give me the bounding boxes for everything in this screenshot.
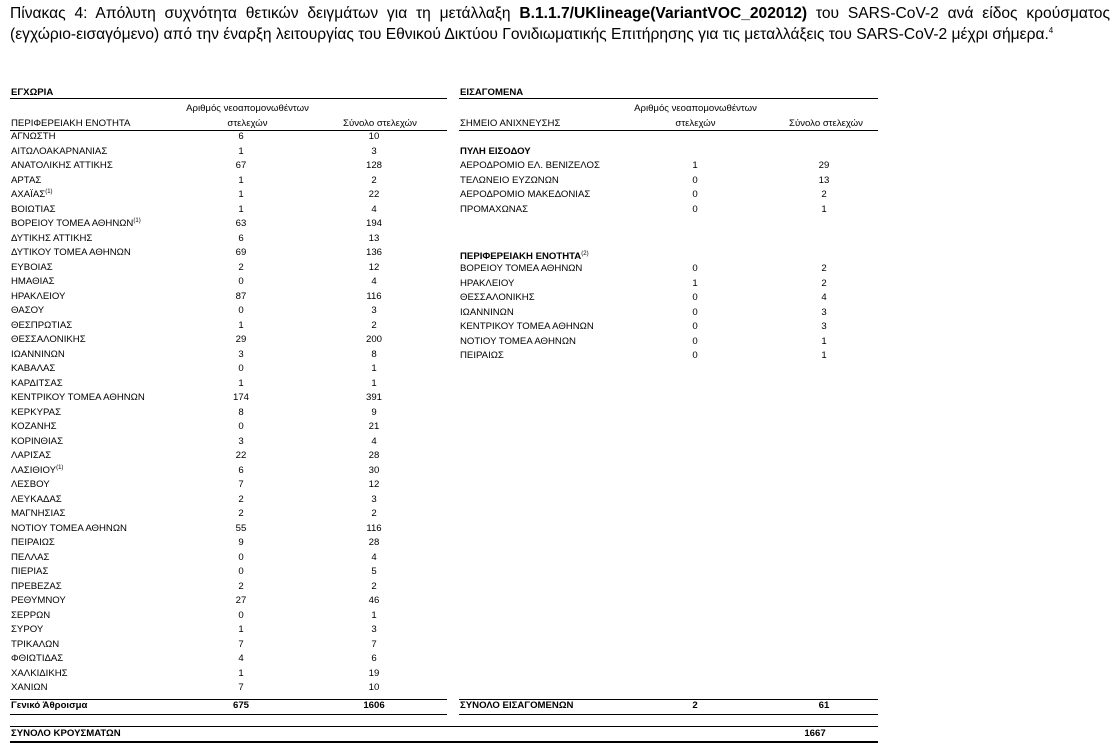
row-name-text: ΕΥΒΟΙΑΣ — [11, 261, 53, 273]
table-row — [11, 319, 447, 334]
row-total-strains: 3 — [371, 145, 377, 157]
table-row — [460, 203, 878, 218]
domestic-col1-header: ΠΕΡΙΦΕΡΕΙΑΚΗ ΕΝΟΤΗΤΑ — [11, 118, 131, 129]
imported-total-total: 61 — [818, 700, 830, 711]
domestic-total-row — [11, 699, 447, 714]
imported-group1-rows — [460, 159, 878, 217]
domestic-top-rule — [10, 98, 447, 99]
row-name-text: ΔΥΤΙΚΗΣ ΑΤΤΙΚΗΣ — [11, 232, 93, 244]
row-region-name — [11, 391, 181, 406]
row-region-name — [11, 449, 181, 464]
table-row — [11, 565, 447, 580]
row-new-strains: 7 — [238, 479, 244, 490]
table-row — [11, 507, 447, 522]
imported-total-new: 2 — [692, 700, 698, 711]
row-name-text: ΠΡΕΒΕΖΑΣ — [11, 580, 62, 592]
row-region-name — [11, 580, 181, 595]
table-row — [460, 291, 878, 306]
row-total-strains: 3 — [821, 321, 827, 332]
row-total-strains: 28 — [368, 537, 380, 548]
row-region-name — [11, 290, 181, 305]
row-region-name — [11, 565, 181, 580]
row-new-strains: 1 — [238, 624, 244, 635]
table-row — [11, 478, 447, 493]
row-region-name — [11, 522, 181, 537]
row-region-name — [460, 174, 620, 189]
table-row — [11, 174, 447, 189]
row-name-text: ΒΟΙΩΤΙΑΣ — [11, 203, 56, 215]
table-row — [460, 335, 878, 350]
imported-header-rule — [459, 130, 878, 131]
row-new-strains: 1 — [692, 277, 698, 289]
row-region-name — [11, 420, 181, 435]
imported-col2-header-line1: Αριθμός νεοαπομονωθέντων — [634, 103, 757, 114]
row-region-name — [460, 188, 620, 203]
domestic-col3-header: Σύνολο στελεχών — [343, 118, 417, 129]
imported-col2-header-line2: στελεχών — [675, 118, 716, 129]
table-row — [11, 203, 447, 218]
imported-top-rule — [459, 98, 878, 99]
table-row — [11, 130, 447, 145]
row-total-strains: 2 — [821, 277, 827, 289]
row-name-text: ΚΑΒΑΛΑΣ — [11, 363, 56, 374]
table-row — [460, 277, 878, 292]
row-new-strains: 22 — [235, 450, 247, 461]
row-new-strains: 2 — [238, 508, 244, 519]
row-region-name — [11, 275, 181, 290]
table-row — [11, 406, 447, 421]
row-region-name — [11, 551, 181, 566]
row-name-text: ΘΑΣΟΥ — [11, 305, 45, 316]
table-row — [11, 609, 447, 624]
imported-group2-title-text: ΠΕΡΙΦΕΡΕΙΑΚΗ ΕΝΟΤΗΤΑ — [460, 251, 582, 262]
row-region-name — [11, 188, 181, 203]
row-new-strains: 0 — [238, 421, 244, 432]
row-total-strains: 3 — [371, 305, 377, 316]
imported-group2-rows — [460, 262, 878, 364]
row-region-name — [460, 335, 620, 350]
row-total-strains: 46 — [368, 595, 380, 606]
imported-group2-title — [460, 249, 589, 262]
row-total-strains: 4 — [821, 292, 827, 303]
row-name-text: ΣΕΡΡΩΝ — [11, 609, 51, 621]
row-name-text: ΑΕΡΟΔΡΟΜΙΟ ΜΑΚΕΔΟΝΙΑΣ — [460, 189, 591, 200]
row-name-text: ΑΕΡΟΔΡΟΜΙΟ ΕΛ. ΒΕΝΙΖΕΛΟΣ — [460, 160, 600, 171]
row-name-text: ΝΟΤΙΟΥ ΤΟΜΕΑ ΑΘΗΝΩΝ — [460, 335, 576, 347]
row-new-strains: 6 — [238, 464, 244, 476]
row-name-text: ΑΓΝΩΣΤΗ — [11, 131, 56, 142]
imported-col1-header: ΣΗΜΕΙΟ ΑΝΙΧΝΕΥΣΗΣ — [460, 118, 561, 129]
row-new-strains: 2 — [238, 261, 244, 273]
row-new-strains: 69 — [235, 247, 247, 258]
row-name-text: ΚΟΖΑΝΗΣ — [11, 421, 57, 432]
row-new-strains: 0 — [692, 335, 698, 347]
domestic-bottom-rule — [10, 714, 447, 715]
row-name-text: ΗΜΑΘΙΑΣ — [11, 276, 55, 287]
row-region-name — [460, 277, 620, 292]
row-total-strains: 2 — [821, 189, 827, 200]
table-row — [11, 464, 447, 479]
row-new-strains: 67 — [235, 160, 247, 171]
row-new-strains: 6 — [238, 232, 244, 244]
row-region-name — [11, 507, 181, 522]
table-row — [11, 145, 447, 160]
row-total-strains: 19 — [368, 667, 380, 679]
row-total-strains: 2 — [371, 508, 377, 519]
caption-text: Πίνακας 4: Απόλυτη συχνότητα θετικών δειγμάτων για τη μετάλλαξη — [10, 5, 520, 22]
row-region-name — [11, 232, 181, 247]
row-total-strains: 21 — [368, 421, 380, 432]
row-footnote-marker: (1) — [133, 218, 141, 224]
row-new-strains: 3 — [238, 435, 244, 447]
row-total-strains: 136 — [365, 247, 382, 258]
row-new-strains: 0 — [238, 276, 244, 287]
row-total-strains: 1 — [821, 335, 827, 347]
table-row — [11, 290, 447, 305]
row-total-strains: 2 — [371, 319, 377, 331]
grand-total-value: 1667 — [804, 728, 826, 739]
row-new-strains: 27 — [235, 595, 247, 606]
domestic-col2-header-line1: Αριθμός νεοαπομονωθέντων — [186, 103, 309, 114]
row-region-name — [460, 306, 620, 321]
row-region-name — [11, 435, 181, 450]
imported-total-label: ΣΥΝΟΛΟ ΕΙΣΑΓΟΜΕΝΩΝ — [460, 700, 574, 711]
row-new-strains: 0 — [692, 189, 698, 200]
row-name-text: ΘΕΣΣΑΛΟΝΙΚΗΣ — [460, 292, 535, 303]
row-region-name — [11, 464, 181, 479]
table-row — [11, 681, 447, 696]
domestic-total-new: 675 — [232, 700, 249, 711]
row-region-name — [11, 319, 181, 334]
row-region-name — [460, 320, 620, 335]
imported-group2-sup: (2) — [581, 251, 589, 257]
row-total-strains: 200 — [365, 334, 382, 345]
domestic-total-total: 1606 — [363, 700, 385, 711]
row-total-strains: 1 — [371, 377, 377, 389]
row-region-name — [11, 203, 181, 218]
row-region-name — [11, 681, 181, 696]
table-row — [11, 623, 447, 638]
row-new-strains: 0 — [692, 203, 698, 215]
row-region-name — [11, 304, 181, 319]
table-row — [11, 652, 447, 667]
row-region-name — [11, 667, 181, 682]
row-name-text: ΚΟΡΙΝΘΙΑΣ — [11, 435, 64, 447]
row-total-strains: 3 — [371, 624, 377, 635]
domestic-total-label: Γενικό Άθροισμα — [11, 700, 88, 711]
row-region-name — [11, 333, 181, 348]
row-region-name — [11, 145, 181, 160]
row-new-strains: 1 — [238, 319, 244, 331]
row-new-strains: 0 — [692, 292, 698, 303]
row-total-strains: 1 — [821, 350, 827, 361]
caption-lineage: B.1.1.7/UKlineage(VariantVOC_202012) — [519, 5, 808, 22]
row-new-strains: 1 — [238, 189, 244, 200]
row-name-text: ΠΡΟΜΑΧΩΝΑΣ — [460, 203, 529, 215]
row-name-text: ΛΑΣΙΘΙΟΥ — [11, 464, 57, 476]
row-new-strains: 1 — [238, 174, 244, 186]
row-new-strains: 0 — [692, 174, 698, 186]
row-name-text: ΙΩΑΝΝΙΝΩΝ — [11, 348, 65, 360]
table-row — [460, 174, 878, 189]
row-total-strains: 4 — [371, 276, 377, 287]
domestic-col2-header-line2: στελεχών — [227, 118, 268, 129]
table-row — [11, 261, 447, 276]
row-name-text: ΚΕΝΤΡΙΚΟΥ ΤΟΜΕΑ ΑΘΗΝΩΝ — [460, 321, 594, 332]
row-name-text: ΤΡΙΚΑΛΩΝ — [11, 638, 60, 650]
row-region-name — [11, 246, 181, 261]
table-row — [460, 159, 878, 174]
row-new-strains: 1 — [238, 203, 244, 215]
row-region-name — [11, 130, 181, 145]
row-new-strains: 0 — [692, 350, 698, 361]
row-region-name — [11, 362, 181, 377]
imported-section-title: ΕΙΣΑΓΟΜΕΝΑ — [460, 87, 524, 98]
row-new-strains: 6 — [238, 131, 244, 142]
row-total-strains: 116 — [366, 290, 382, 302]
row-new-strains: 0 — [238, 609, 244, 621]
table-row — [11, 420, 447, 435]
row-region-name — [11, 377, 181, 392]
row-name-text: ΛΕΥΚΑΔΑΣ — [11, 493, 62, 505]
row-new-strains: 87 — [235, 290, 247, 302]
row-footnote-marker: (1) — [56, 464, 64, 471]
row-name-text: ΜΑΓΝΗΣΙΑΣ — [11, 508, 66, 519]
row-name-text: ΘΕΣΣΑΛΟΝΙΚΗΣ — [11, 334, 86, 345]
row-name-text: ΑΡΤΑΣ — [11, 174, 42, 186]
row-total-strains: 2 — [371, 580, 377, 592]
row-name-text: ΠΙΕΡΙΑΣ — [11, 566, 49, 577]
table-row — [11, 391, 447, 406]
grand-total-label: ΣΥΝΟΛΟ ΚΡΟΥΣΜΑΤΩΝ — [11, 728, 121, 739]
row-total-strains: 128 — [365, 160, 382, 171]
row-total-strains: 3 — [821, 306, 827, 318]
row-region-name — [460, 203, 620, 218]
table-row — [11, 246, 447, 261]
row-name-text: ΠΕΙΡΑΙΩΣ — [460, 350, 504, 361]
row-footnote-marker: (1) — [45, 189, 53, 195]
row-region-name — [11, 174, 181, 189]
row-name-text: ΑΙΤΩΛΟΑΚΑΡΝΑΝΙΑΣ — [11, 145, 108, 157]
row-name-text: ΚΕΝΤΡΙΚΟΥ ΤΟΜΕΑ ΑΘΗΝΩΝ — [11, 392, 145, 403]
row-region-name — [460, 349, 620, 364]
table-row — [11, 536, 447, 551]
row-name-text: ΚΑΡΔΙΤΣΑΣ — [11, 377, 63, 389]
row-region-name — [11, 159, 181, 174]
row-total-strains: 1 — [821, 203, 827, 215]
row-new-strains: 7 — [238, 638, 244, 650]
table-row — [460, 349, 878, 364]
row-total-strains: 2 — [821, 263, 827, 274]
table-row — [460, 306, 878, 321]
row-total-strains: 22 — [368, 189, 380, 200]
table-row — [11, 667, 447, 682]
row-total-strains: 13 — [818, 174, 830, 186]
row-total-strains: 116 — [366, 522, 382, 534]
row-region-name — [11, 261, 181, 276]
table-row — [11, 580, 447, 595]
table-row — [11, 348, 447, 363]
table-row — [11, 232, 447, 247]
grand-total-bottom-rule — [10, 741, 878, 743]
row-region-name — [11, 406, 181, 421]
table-row — [11, 638, 447, 653]
table-row — [11, 493, 447, 508]
table-row — [11, 217, 447, 232]
row-region-name — [11, 652, 181, 667]
row-total-strains: 10 — [368, 131, 380, 142]
row-new-strains: 63 — [235, 218, 247, 229]
imported-bottom-rule — [459, 714, 878, 715]
caption-text-cont: του SARS-CoV-2 ανά είδος κρούσματος (εγχώριο-εισαγόμενο) από την έναρξη λειτουργίας του Εθνικού Δικτύου Γονιδιωματικής Επιτήρησης για τις μεταλλάξεις του SARS-CoV-2 μέχρι σήμερα. — [10, 5, 1110, 43]
row-total-strains: 1 — [371, 609, 377, 621]
row-total-strains: 8 — [371, 348, 377, 360]
row-new-strains: 55 — [235, 522, 247, 534]
row-region-name — [11, 623, 181, 638]
table-row — [11, 449, 447, 464]
row-new-strains: 1 — [238, 145, 244, 157]
row-new-strains: 8 — [238, 406, 244, 418]
row-new-strains: 29 — [235, 334, 247, 345]
table-row — [460, 320, 878, 335]
table-row — [11, 188, 447, 203]
row-total-strains: 10 — [368, 682, 380, 693]
row-new-strains: 1 — [692, 160, 698, 171]
row-total-strains: 391 — [365, 392, 382, 403]
row-total-strains: 9 — [371, 406, 377, 418]
row-region-name — [11, 217, 181, 232]
table-caption — [10, 3, 1110, 45]
table-row — [11, 362, 447, 377]
row-name-text: ΣΥΡΟΥ — [11, 624, 44, 635]
row-new-strains: 7 — [238, 682, 244, 693]
row-new-strains: 2 — [238, 580, 244, 592]
row-total-strains: 12 — [368, 479, 380, 490]
row-new-strains: 0 — [238, 363, 244, 374]
row-name-text: ΗΡΑΚΛΕΙΟΥ — [11, 290, 66, 302]
row-name-text: ΛΑΡΙΣΑΣ — [11, 450, 52, 461]
row-total-strains: 3 — [371, 493, 377, 505]
row-region-name — [11, 493, 181, 508]
row-region-name — [460, 262, 620, 277]
table-row — [11, 594, 447, 609]
row-name-text: ΠΕΛΛΑΣ — [11, 551, 50, 563]
row-region-name — [11, 478, 181, 493]
row-new-strains: 0 — [238, 551, 244, 563]
row-name-text: ΡΕΘΥΜΝΟΥ — [11, 595, 66, 606]
row-new-strains: 2 — [238, 493, 244, 505]
row-new-strains: 0 — [692, 263, 698, 274]
table-row — [11, 304, 447, 319]
row-name-text: ΤΕΛΩΝΕΙΟ ΕΥΖΩΝΩΝ — [460, 174, 559, 186]
row-name-text: ΚΕΡΚΥΡΑΣ — [11, 406, 62, 418]
row-region-name — [11, 594, 181, 609]
row-region-name — [11, 536, 181, 551]
row-region-name — [11, 609, 181, 624]
row-total-strains: 28 — [368, 450, 380, 461]
row-region-name — [11, 638, 181, 653]
table-row — [460, 188, 878, 203]
row-region-name — [460, 291, 620, 306]
row-total-strains: 1 — [371, 363, 377, 374]
imported-col3-header: Σύνολο στελεχών — [789, 118, 863, 129]
row-new-strains: 0 — [238, 305, 244, 316]
row-name-text: ΑΝΑΤΟΛΙΚΗΣ ΑΤΤΙΚΗΣ — [11, 160, 113, 171]
row-total-strains: 5 — [371, 566, 377, 577]
table-row — [11, 333, 447, 348]
row-new-strains: 174 — [232, 392, 249, 403]
row-new-strains: 1 — [238, 377, 244, 389]
row-name-text: ΙΩΑΝΝΙΝΩΝ — [460, 306, 514, 318]
row-name-text: ΘΕΣΠΡΩΤΙΑΣ — [11, 319, 73, 331]
row-total-strains: 30 — [368, 464, 380, 476]
row-total-strains: 4 — [371, 435, 377, 447]
table-row — [460, 262, 878, 277]
row-name-text: ΝΟΤΙΟΥ ΤΟΜΕΑ ΑΘΗΝΩΝ — [11, 522, 127, 534]
row-name-text: ΧΑΝΙΩΝ — [11, 682, 48, 693]
table-row — [11, 551, 447, 566]
row-new-strains: 0 — [692, 321, 698, 332]
row-total-strains: 6 — [371, 653, 377, 664]
row-new-strains: 9 — [238, 537, 244, 548]
row-total-strains: 194 — [365, 218, 382, 229]
table-row — [11, 522, 447, 537]
row-name-text: ΗΡΑΚΛΕΙΟΥ — [460, 277, 515, 289]
row-name-text: ΠΕΙΡΑΙΩΣ — [11, 537, 55, 548]
row-name-text: ΛΕΣΒΟΥ — [11, 479, 50, 490]
row-name-text: ΒΟΡΕΙΟΥ ΤΟΜΕΑ ΑΘΗΝΩΝ — [11, 218, 134, 229]
row-name-text: ΔΥΤΙΚΟΥ ΤΟΜΕΑ ΑΘΗΝΩΝ — [11, 247, 131, 258]
imported-total-row — [460, 699, 878, 714]
table-row — [11, 435, 447, 450]
row-total-strains: 4 — [371, 203, 377, 215]
row-name-text: ΒΟΡΕΙΟΥ ΤΟΜΕΑ ΑΘΗΝΩΝ — [460, 263, 583, 274]
table-row — [11, 275, 447, 290]
table-row — [11, 159, 447, 174]
row-name-text: ΑΧΑΪΑΣ — [11, 189, 46, 200]
caption-footnote-ref: 4 — [1048, 26, 1054, 35]
row-name-text: ΧΑΛΚΙΔΙΚΗΣ — [11, 667, 68, 679]
domestic-section-title: ΕΓΧΩΡΙΑ — [11, 87, 54, 98]
row-new-strains: 0 — [692, 306, 698, 318]
row-total-strains: 13 — [368, 232, 380, 244]
row-new-strains: 1 — [238, 667, 244, 679]
row-total-strains: 12 — [368, 261, 380, 273]
row-total-strains: 29 — [818, 160, 830, 171]
row-total-strains: 2 — [371, 174, 377, 186]
row-new-strains: 0 — [238, 566, 244, 577]
table-row — [11, 377, 447, 392]
domestic-table-body — [11, 130, 447, 696]
row-region-name — [11, 348, 181, 363]
row-name-text: ΦΘΙΩΤΙΔΑΣ — [11, 653, 64, 664]
grand-total-row — [11, 727, 878, 742]
row-total-strains: 7 — [371, 638, 377, 650]
row-new-strains: 3 — [238, 348, 244, 360]
row-region-name — [460, 159, 620, 174]
row-total-strains: 4 — [371, 551, 377, 563]
imported-group1-title: ΠΥΛΗ ΕΙΣΟΔΟΥ — [460, 146, 531, 157]
row-new-strains: 4 — [238, 653, 244, 664]
